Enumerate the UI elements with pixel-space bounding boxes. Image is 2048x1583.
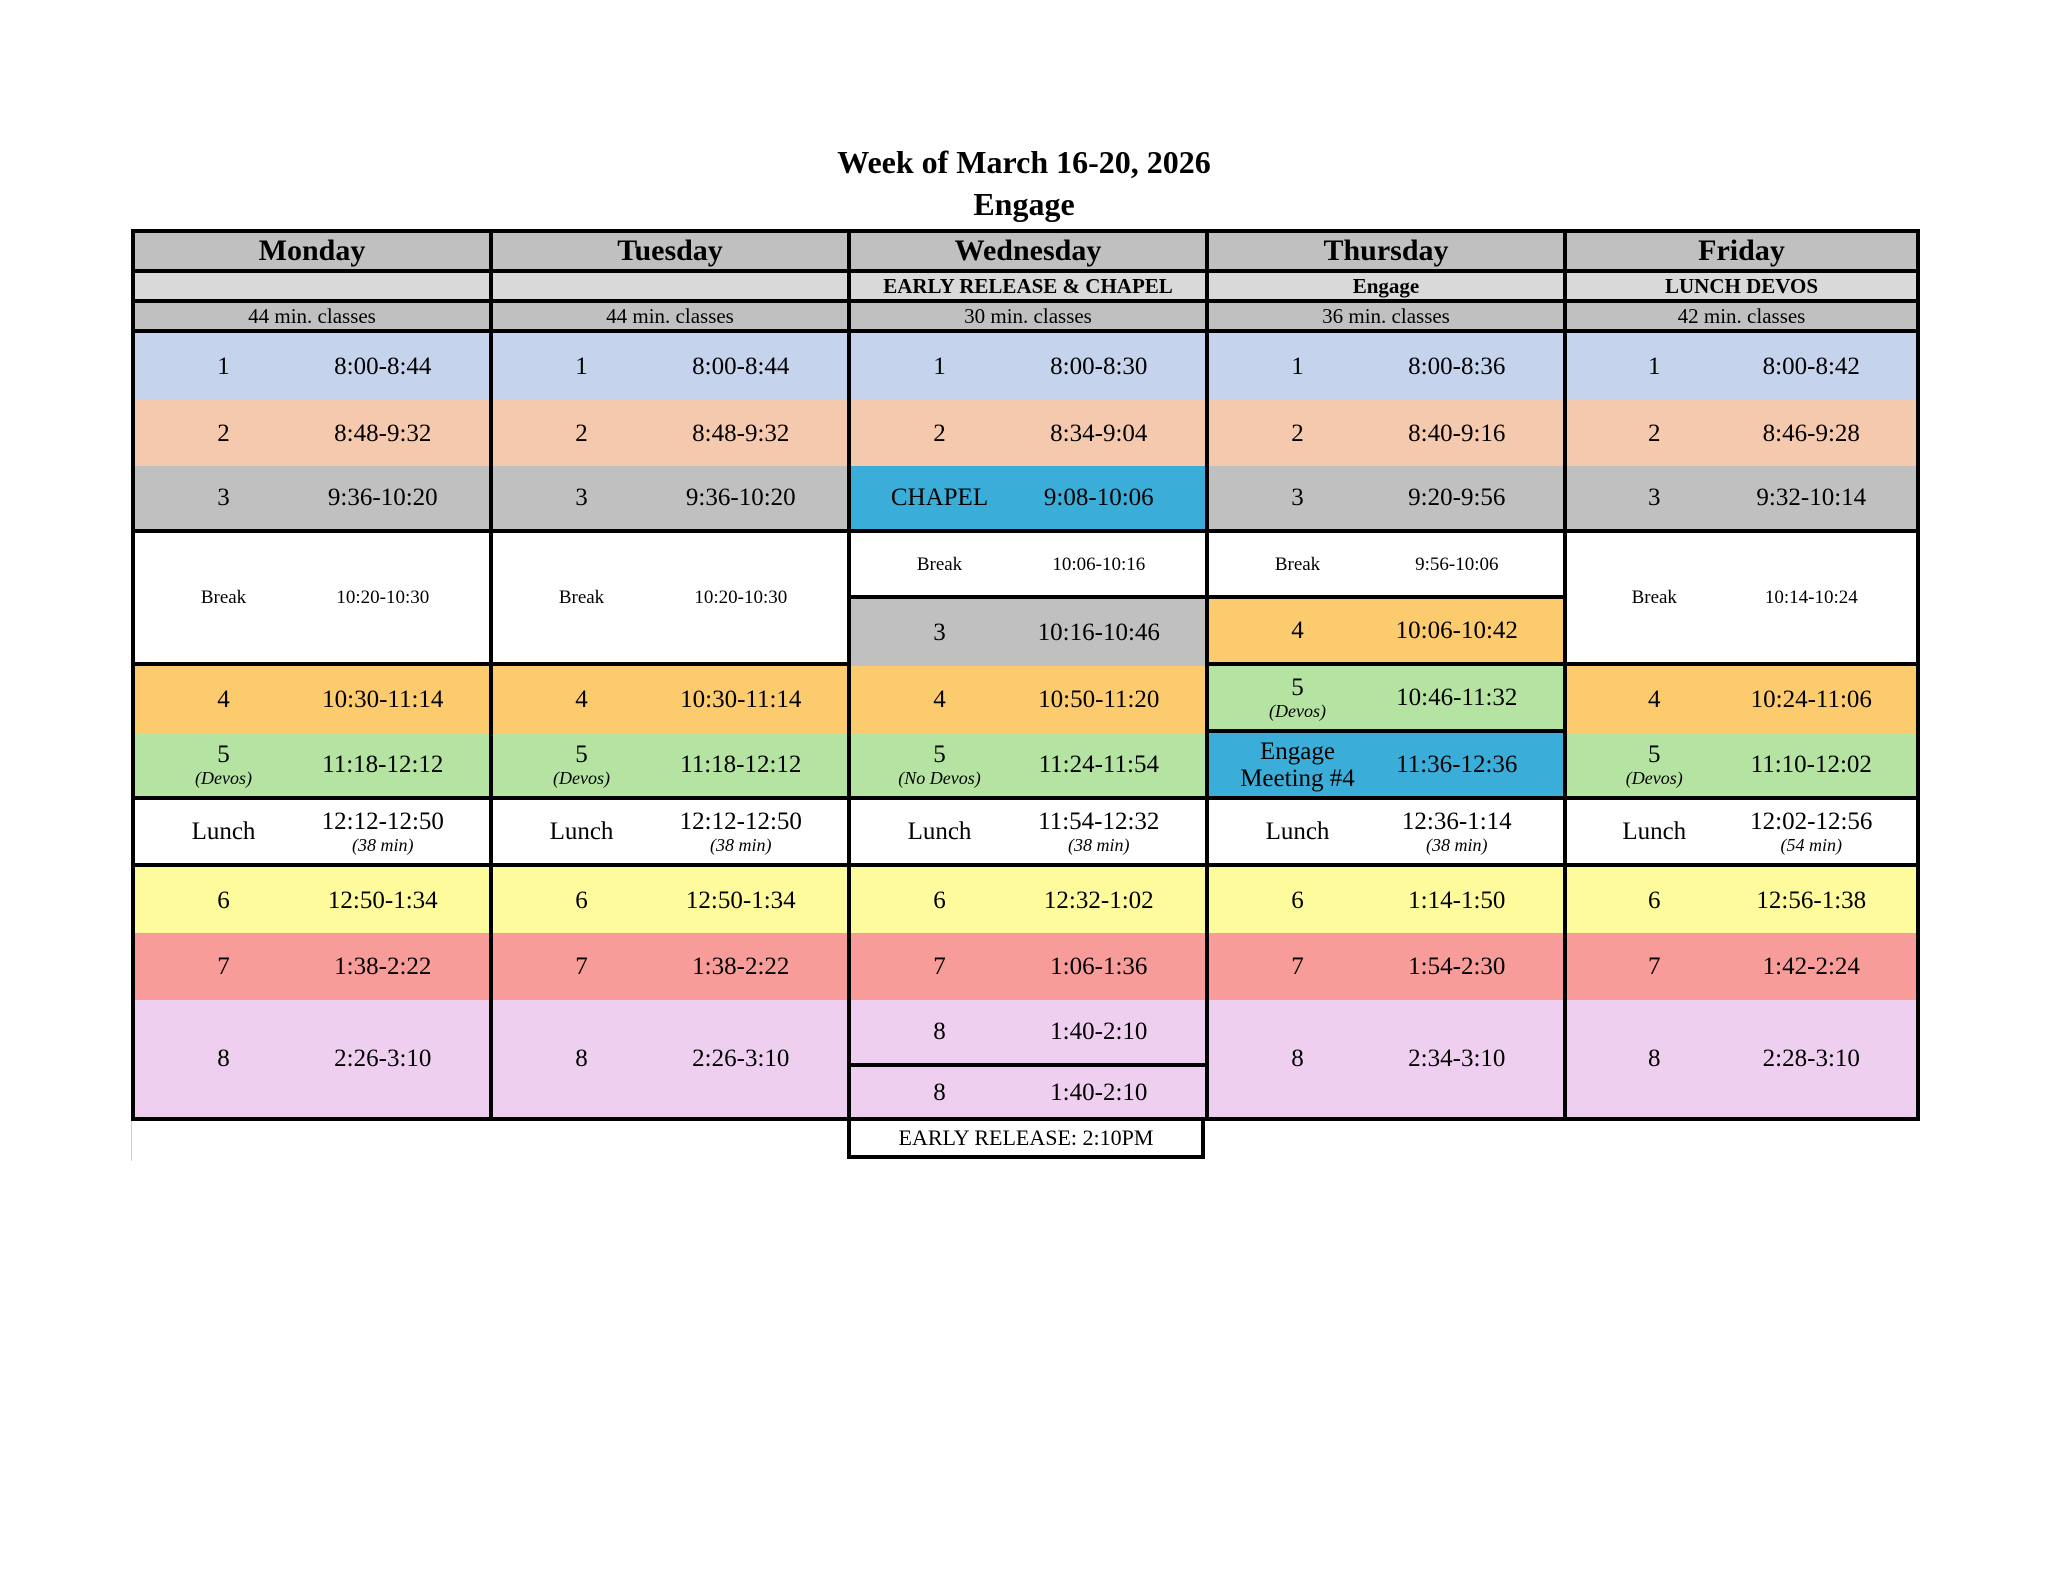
period-row xyxy=(851,867,1205,933)
period-label: 2 xyxy=(933,419,946,447)
period-row xyxy=(1209,1000,1563,1117)
page-rule xyxy=(131,1121,132,1161)
period-time: 10:30-11:14 xyxy=(680,686,802,713)
period-label: 2 xyxy=(217,419,230,447)
period-time: 12:50-1:34 xyxy=(685,886,796,914)
lunch-row xyxy=(851,800,1205,867)
lunch-duration: (38 min) xyxy=(710,835,772,855)
period-time: 9:36-10:20 xyxy=(327,484,438,511)
period-time: 8:48-9:32 xyxy=(692,419,790,447)
class-length: 44 min. classes xyxy=(493,303,847,333)
period-label: 7 xyxy=(933,953,946,980)
period-label: 4 xyxy=(1648,686,1661,713)
period-row xyxy=(493,933,847,1000)
period-time: 10:46-11:32 xyxy=(1396,684,1518,711)
period-label: 7 xyxy=(217,953,230,980)
period-label: 4 xyxy=(217,686,230,713)
period-label: CHAPEL xyxy=(890,484,989,511)
break-row xyxy=(851,533,1205,599)
day-column-friday xyxy=(1567,233,1916,1117)
period-label: Engage xyxy=(1260,737,1335,765)
lunch-duration: (38 min) xyxy=(1068,835,1130,855)
period-label: 6 xyxy=(1648,886,1661,914)
period-time: 10:24-11:06 xyxy=(1750,686,1872,713)
period-row xyxy=(1567,733,1916,800)
period-time: 12:50-1:34 xyxy=(327,886,438,914)
period-time: 1:38-2:22 xyxy=(692,953,790,980)
period-row xyxy=(493,466,847,533)
period-time: 10:14-10:24 xyxy=(1764,587,1858,608)
period-label: 8 xyxy=(217,1045,230,1072)
period-time: 10:30-11:14 xyxy=(322,686,444,713)
period-row xyxy=(1567,666,1916,733)
period-time: 2:26-3:10 xyxy=(334,1045,432,1072)
period-time: 10:06-10:16 xyxy=(1052,553,1146,575)
period-row xyxy=(851,933,1205,1000)
period-time: 2:28-3:10 xyxy=(1762,1045,1860,1072)
schedule-table xyxy=(131,229,1920,1121)
period-label: 7 xyxy=(1648,953,1661,980)
period-time: 11:24-11:54 xyxy=(1038,751,1159,778)
period-row xyxy=(851,400,1205,466)
period-time: 10:20-10:30 xyxy=(336,587,430,608)
period-label: 4 xyxy=(1291,617,1304,644)
period-label: 8 xyxy=(1648,1045,1661,1072)
day-note: Engage xyxy=(1209,273,1563,303)
period-label: Lunch xyxy=(1622,818,1687,845)
break-row xyxy=(493,533,847,666)
period-time: 1:40-2:10 xyxy=(1050,1018,1148,1045)
page-title: Week of March 16-20, 2026 xyxy=(837,144,1211,180)
lunch-duration: (54 min) xyxy=(1780,835,1843,855)
period-label: 2 xyxy=(575,419,588,447)
period-label: 1 xyxy=(217,353,230,380)
period-time: 8:00-8:36 xyxy=(1408,353,1506,380)
period-time: 8:46-9:28 xyxy=(1762,419,1860,447)
period-label: Lunch xyxy=(191,818,256,845)
period-note: (No Devos) xyxy=(898,768,981,788)
period-time: 8:40-9:16 xyxy=(1408,419,1506,447)
period-row xyxy=(135,466,489,533)
class-length: 42 min. classes xyxy=(1567,303,1916,333)
day-column-wednesday xyxy=(851,233,1209,1117)
period-row xyxy=(1209,933,1563,1000)
day-name: Wednesday xyxy=(851,233,1205,273)
period-row xyxy=(1209,599,1563,666)
period-time: 11:10-12:02 xyxy=(1750,751,1872,778)
day-note xyxy=(135,273,489,303)
period-label: 8 xyxy=(933,1018,946,1045)
period-time: 8:48-9:32 xyxy=(334,419,432,447)
period-row xyxy=(1209,867,1563,933)
period-time: 9:56-10:06 xyxy=(1415,553,1499,575)
period-time: 12:36-1:14 xyxy=(1401,808,1512,835)
lunch-duration: (38 min) xyxy=(352,835,414,855)
period-label: 3 xyxy=(1291,484,1304,511)
period-row xyxy=(1209,666,1563,733)
period-label: 6 xyxy=(933,886,946,914)
day-column-monday xyxy=(135,233,493,1117)
period-label: 4 xyxy=(933,686,946,713)
period-label: 6 xyxy=(575,886,588,914)
period-label: 3 xyxy=(1648,484,1661,511)
period-label: 5 xyxy=(217,741,230,768)
period-label: 1 xyxy=(575,353,588,380)
period-label: Lunch xyxy=(1265,818,1330,845)
period-time: 12:32-1:02 xyxy=(1043,886,1154,914)
period-label: 1 xyxy=(933,353,946,380)
period-row xyxy=(1209,466,1563,533)
day-column-tuesday xyxy=(493,233,851,1117)
period-label-line2: Meeting #4 xyxy=(1240,764,1355,792)
day-column-thursday xyxy=(1209,233,1567,1117)
period-time: 9:36-10:20 xyxy=(685,484,796,511)
period-time: 8:00-8:44 xyxy=(692,353,790,380)
period-time: 9:08-10:06 xyxy=(1043,484,1154,511)
period-label: Lunch xyxy=(549,818,614,845)
period-time: 1:06-1:36 xyxy=(1050,953,1148,980)
period-time: 10:16-10:46 xyxy=(1037,619,1160,646)
period-label: 8 xyxy=(575,1045,588,1072)
lunch-duration: (38 min) xyxy=(1426,835,1488,855)
lunch-row xyxy=(1209,800,1563,867)
day-note: EARLY RELEASE & CHAPEL xyxy=(851,273,1205,303)
period-label: Break xyxy=(200,587,247,608)
period-label: 7 xyxy=(575,953,588,980)
engage-meeting-row xyxy=(1209,733,1563,800)
period-row xyxy=(1209,333,1563,400)
period-label: 1 xyxy=(1291,353,1304,380)
period-label: 8 xyxy=(1291,1045,1304,1072)
period-label: 8 xyxy=(933,1078,946,1106)
period-time: 2:26-3:10 xyxy=(692,1045,790,1072)
period-time: 12:12-12:50 xyxy=(679,808,802,835)
period-time: 10:06-10:42 xyxy=(1395,617,1518,644)
period-row xyxy=(493,1000,847,1117)
period-time: 1:54-2:30 xyxy=(1408,953,1506,980)
period-label: 2 xyxy=(1648,419,1661,447)
period-time: 2:34-3:10 xyxy=(1408,1045,1506,1072)
period-row xyxy=(1209,400,1563,466)
class-length: 30 min. classes xyxy=(851,303,1205,333)
period-label: Break xyxy=(558,587,605,608)
period-time: 10:50-11:20 xyxy=(1038,686,1160,713)
period-time: 1:42-2:24 xyxy=(1762,953,1860,980)
period-time: 9:20-9:56 xyxy=(1408,484,1506,511)
period-note: (Devos) xyxy=(1625,768,1683,788)
period-row xyxy=(493,400,847,466)
period-row xyxy=(135,400,489,466)
lunch-row xyxy=(135,800,489,867)
break-row xyxy=(1209,533,1563,599)
period-row xyxy=(135,733,489,800)
period-time: 11:54-12:32 xyxy=(1038,808,1160,835)
period-row xyxy=(1567,466,1916,533)
period-note: (Devos) xyxy=(553,768,610,788)
period-row xyxy=(493,666,847,733)
period-time: 10:20-10:30 xyxy=(694,587,788,608)
period-label: 5 xyxy=(1648,741,1661,768)
period-label: 5 xyxy=(1291,674,1304,701)
period-time: 12:56-1:38 xyxy=(1756,886,1867,914)
period-label: 1 xyxy=(1648,353,1661,380)
period-row xyxy=(1567,933,1916,1000)
period-label: 3 xyxy=(933,619,946,646)
period-row xyxy=(1567,333,1916,400)
period-label: 5 xyxy=(575,741,588,768)
period-row xyxy=(135,867,489,933)
period-label: 5 xyxy=(933,741,946,768)
period-label: 3 xyxy=(217,484,230,511)
period-row xyxy=(135,933,489,1000)
period-row xyxy=(1567,400,1916,466)
break-row xyxy=(1567,533,1916,666)
period-time: 1:38-2:22 xyxy=(334,953,432,980)
lunch-row xyxy=(1567,800,1916,867)
period-note: (Devos) xyxy=(195,768,252,788)
period-label: 4 xyxy=(575,686,588,713)
period-time: 8:00-8:44 xyxy=(334,353,432,380)
class-length: 44 min. classes xyxy=(135,303,489,333)
period-time: 12:12-12:50 xyxy=(321,808,444,835)
period-row xyxy=(851,733,1205,800)
period-label: 3 xyxy=(575,484,588,511)
period-row xyxy=(851,1067,1205,1117)
period-time: 8:00-8:42 xyxy=(1762,353,1860,380)
chapel-row xyxy=(851,466,1205,533)
period-row xyxy=(1567,1000,1916,1117)
period-row xyxy=(851,1000,1205,1067)
period-label: Break xyxy=(1274,553,1321,575)
period-time: 11:18-12:12 xyxy=(680,751,802,778)
period-label: Lunch xyxy=(907,818,972,845)
period-time: 12:02-12:56 xyxy=(1750,808,1873,835)
day-name: Friday xyxy=(1567,233,1916,273)
period-row xyxy=(1567,867,1916,933)
day-name: Monday xyxy=(135,233,489,273)
period-label: Break xyxy=(1631,587,1677,608)
period-label: 2 xyxy=(1291,419,1304,447)
period-time: 11:36-12:36 xyxy=(1396,751,1518,778)
period-row xyxy=(135,333,489,400)
break-row xyxy=(135,533,489,666)
lunch-row xyxy=(493,800,847,867)
period-row xyxy=(135,666,489,733)
period-time: 1:40-2:10 xyxy=(1050,1078,1148,1106)
period-note: (Devos) xyxy=(1269,701,1326,721)
period-label: 6 xyxy=(217,886,230,914)
period-row xyxy=(493,867,847,933)
period-row xyxy=(851,333,1205,400)
day-name: Tuesday xyxy=(493,233,847,273)
period-time: 9:32-10:14 xyxy=(1756,484,1867,511)
period-row xyxy=(493,733,847,800)
period-time: 11:18-12:12 xyxy=(322,751,444,778)
day-name: Thursday xyxy=(1209,233,1563,273)
period-label: Break xyxy=(916,553,963,575)
class-length: 36 min. classes xyxy=(1209,303,1563,333)
period-label: 6 xyxy=(1291,886,1304,914)
period-row xyxy=(851,666,1205,733)
period-time: 8:00-8:30 xyxy=(1050,353,1148,380)
period-row xyxy=(851,599,1205,666)
period-label: 7 xyxy=(1291,953,1304,980)
day-note xyxy=(493,273,847,303)
early-release-note: EARLY RELEASE: 2:10PM xyxy=(847,1117,1205,1159)
period-time: 1:14-1:50 xyxy=(1408,886,1506,914)
day-note: LUNCH DEVOS xyxy=(1567,273,1916,303)
period-row xyxy=(493,333,847,400)
period-row xyxy=(135,1000,489,1117)
period-time: 8:34-9:04 xyxy=(1050,419,1148,447)
page-subtitle: Engage xyxy=(973,186,1075,222)
